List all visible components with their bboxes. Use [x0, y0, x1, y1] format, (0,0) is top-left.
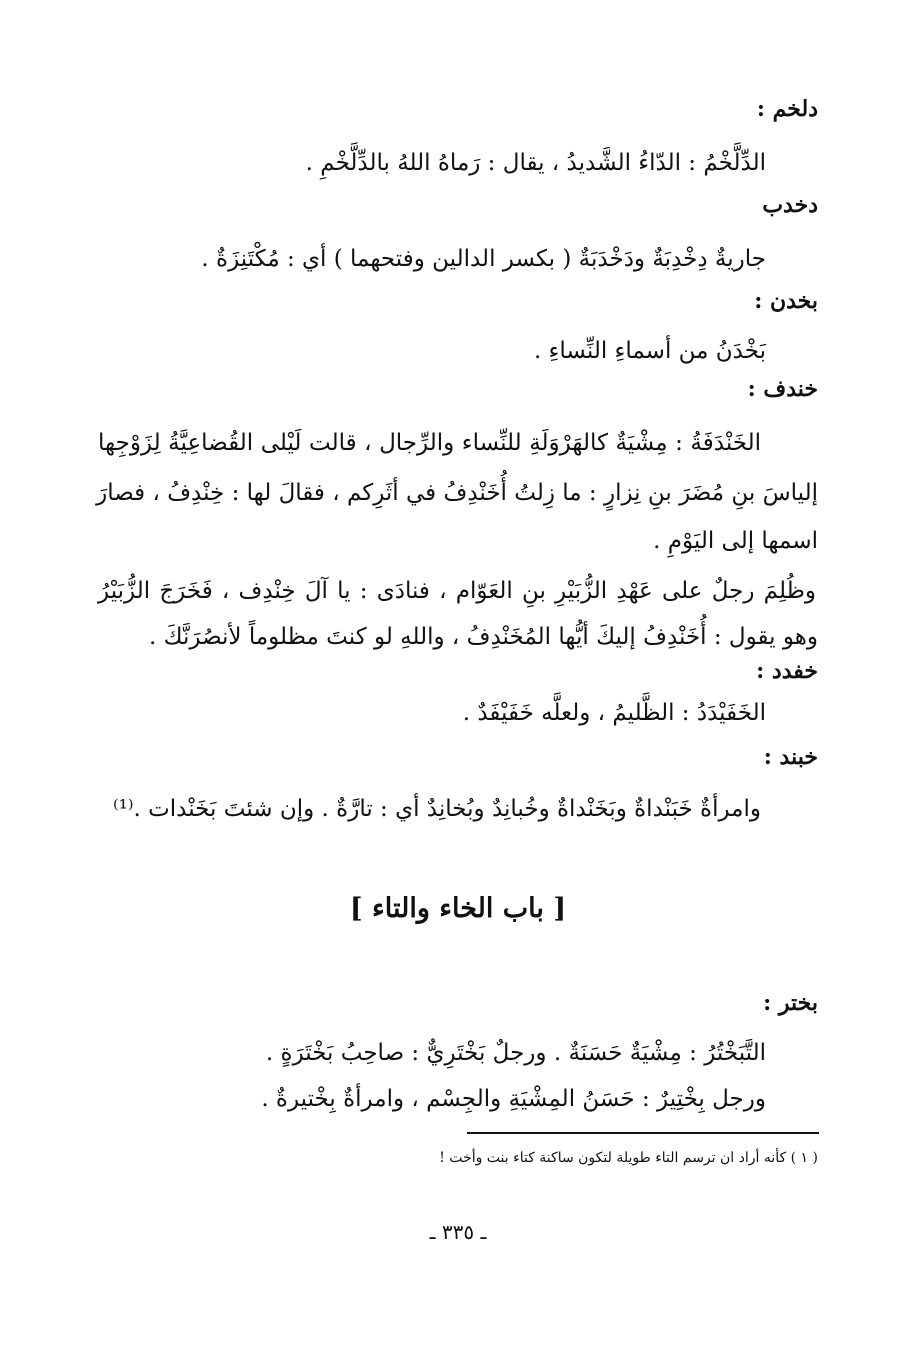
entry-definition: وامرأةٌ خَبَنْداةٌ وبَخَنْداةٌ وخُبانِدٌ وبُخانِدٌ أي : تارَّةٌ . وإن شئتَ بَخَنْدات .⁽¹⁾ [112, 796, 761, 822]
entry-paragraph-line: اسمها إلى اليَوْمِ . [653, 528, 818, 554]
entry-definition: جاريةٌ دِخْدِبَةٌ ودَخْدَبَةٌ ( بكسر الدالين وفتحهما ) أي : مُكْتَنِزَةٌ . [201, 246, 766, 272]
entry-headword-dalkham: دلخم : [756, 96, 818, 122]
entry-paragraph-line: الخَنْدَفَةُ : مِشْيَةٌ كالهَرْوَلَةِ للنِّساء والرِّجال ، قالت لَيْلى القُضاعِيَّةُ لِزَوْجِها [98, 430, 761, 456]
entry-headword-khandaf: خندف : [747, 376, 818, 402]
entry-headword-bakhtar: بختر : [763, 990, 818, 1016]
entry-definition: الخَفَيْدَدُ : الظَّليمُ ، ولعلَّه خَفَيْفَدٌ . [462, 700, 766, 726]
entry-definition: بَخْدَنُ من أسماءِ النِّساءِ . [533, 338, 766, 364]
entry-paragraph-line: وهو يقول : أُخَنْدِفُ إليكَ أيُّها المُخَنْدِفُ ، واللهِ لو كنتَ مظلوماً لأنصُرَنَّكَ . [148, 624, 818, 650]
footnote-divider [467, 1132, 819, 1134]
entry-definition: الدِّلَّخْمُ : الدّاءُ الشَّديدُ ، يقال : رَماهُ اللهُ بالدِّلَّخْمِ . [305, 150, 766, 176]
entry-definition: ورجل بِخْتِيرٌ : حَسَنُ المِشْيَةِ والجِسْم ، وامرأةٌ بِخْتيرةٌ . [261, 1086, 766, 1112]
entry-headword-dakhdab: دخدب [762, 192, 818, 218]
entry-definition: التَّبَخْتُرُ : مِشْيَةٌ حَسَنَةٌ . ورجلٌ بَخْتَرِيٌّ : صاحِبُ بَخْتَرَةٍ . [265, 1040, 766, 1066]
entry-paragraph-line: وظُلِمَ رجلٌ على عَهْدِ الزُّبَيْرِ بنِ العَوّام ، فنادَى : يا آلَ خِنْدِف ، فَخَرَجَ الزُّبَيْرُ [98, 578, 816, 604]
entry-headword-khabnad: خبند : [763, 744, 818, 770]
entry-headword-bakhdan: بخدن : [754, 288, 818, 314]
entry-headword-khafdad: خفدد : [756, 658, 818, 684]
footnote: ( ١ ) كأنه أراد ان ترسم التاء طويلة لتكون ساكنة كتاء بنت وأخت ! [439, 1150, 818, 1166]
chapter-title: [ باب الخاء والتاء ] [349, 893, 567, 924]
entry-paragraph-line: إلياسَ بنِ مُضَرَ بنِ نِزارٍ : ما زِلتُ أُخَنْدِفُ في أثَرِكم ، فقالَ لها : خِنْدِفُ ، فصارَ [96, 480, 818, 506]
page-number: ـ ٣٣٥ ـ [429, 1220, 487, 1244]
